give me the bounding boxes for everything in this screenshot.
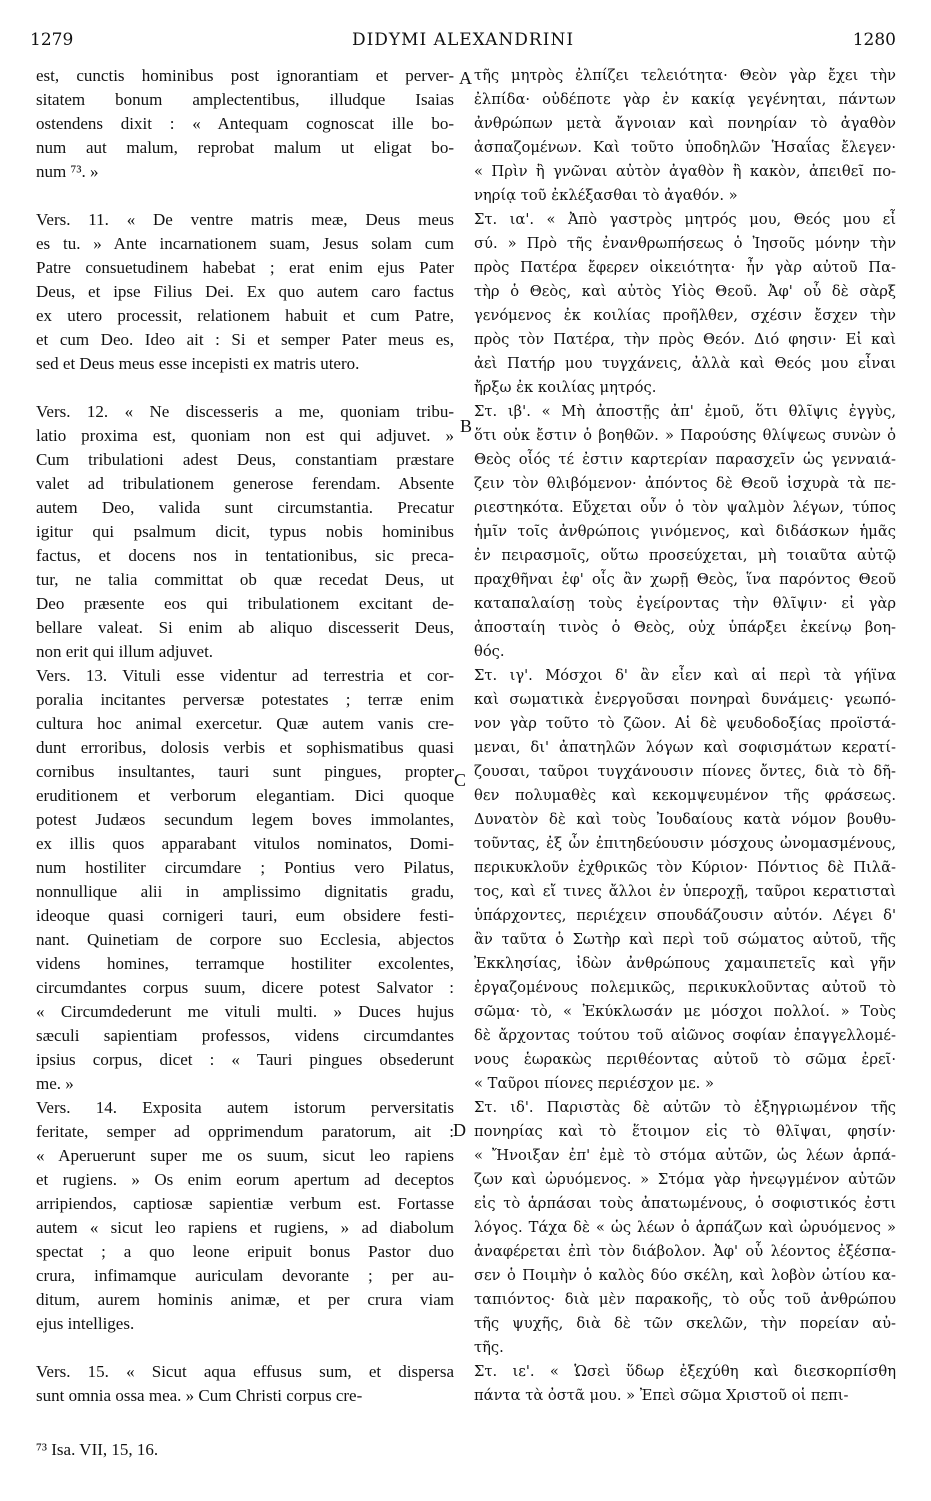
text-line: ἂν ταῦτα ὁ Σωτὴρ καὶ περὶ τοῦ σώματος αὐτοῦ, τῆς bbox=[474, 931, 896, 948]
text-line: circumdantes corpus suum, dicere potest Salvator : bbox=[36, 978, 454, 997]
text-line: et cum Deo. Ideo ait : Si et semper Pater meus es, bbox=[36, 330, 454, 349]
text-line: Deus, et ipse Filius Dei. Ex quo autem caro factus bbox=[36, 282, 454, 301]
greek-column bbox=[474, 64, 896, 1408]
text-line: ejus intelliges. bbox=[36, 1314, 135, 1333]
text-line: ζων καὶ ὠρυόμενος. » Στόμα γὰρ ἠνεῳγμένον αὐτῶν bbox=[474, 1171, 896, 1188]
text-line: Cum tribulationi adest Deus, constantiam præstare bbox=[36, 450, 454, 469]
text-line: feritate, semper ad opprimendum paratorum, ait : bbox=[36, 1122, 454, 1141]
text-line: « Ταῦροι πίονες περιέσχον με. » bbox=[474, 1075, 714, 1092]
text-line: ἀσπαζομένων. Καὶ τοῦτο ὑποδηλῶν Ἡσαΐας ἔλεγεν· bbox=[474, 139, 896, 156]
text-line: ἐργαζομένους πολεμικῶς, περικυκλοῦντας αὐτοῦ τὸ bbox=[474, 979, 896, 996]
text-line: ostendens dixit : « Antequam cognoscat ille bo- bbox=[36, 114, 454, 133]
latin-column bbox=[36, 64, 454, 1408]
text-line: nant. Quinetiam de corpore suo Ecclesia, abjectos bbox=[36, 930, 454, 949]
text-line: περικυκλοῦν ἐχθρικῶς τὸν Κύριον· Πόντιος δὲ Πιλᾶ- bbox=[474, 859, 896, 876]
margin-marker-b: B bbox=[460, 416, 473, 436]
text-line: arripiendos, captiosæ sapientiæ verbum est. Fortasse bbox=[36, 1194, 454, 1213]
text-line: num aut malum, reprobat malum ut eligat bo- bbox=[36, 138, 454, 157]
text-line: Στ. ιε'. « Ὡσεὶ ὕδωρ ἐξεχύθη καὶ διεσκορπίσθη bbox=[474, 1363, 896, 1380]
text-line: ζουσαι, ταῦροι τυγχάνουσιν πίονες ὄντες, διὰ τὸ δῆ- bbox=[474, 763, 896, 780]
text-line: ex illis quos apparabant vitulos nominatos, Domi- bbox=[36, 834, 454, 853]
text-line: ipsius corpus, dicet : « Tauri pingues obsederunt bbox=[36, 1050, 454, 1069]
text-line: Στ. ιγ'. Μόσχοι δ' ἂν εἶεν καὶ αἱ περὶ τὰ γήϊνα bbox=[474, 667, 896, 684]
running-title: DIDYMI ALEXANDRINI bbox=[351, 30, 575, 50]
text-line: πάντα τὰ ὀστᾶ μου. » Ἐπεὶ σῶμα Χριστοῦ οἱ πεπι- bbox=[474, 1387, 849, 1404]
page-number-right: 1280 bbox=[852, 30, 896, 50]
text-line: ex utero processit, relationem habuit et cum Patre, bbox=[36, 306, 454, 325]
page-number-left: 1279 bbox=[30, 30, 74, 50]
text-line: « Ἤνοιξαν ἐπ' ἐμὲ τὸ στόμα αὐτῶν, ὡς λέων ἁρπά- bbox=[474, 1147, 896, 1164]
text-line: videns homines, terramque hostiliter excolentes, bbox=[36, 954, 454, 973]
text-line: sunt omnia ossa mea. » Cum Christi corpus cre- bbox=[36, 1386, 363, 1405]
text-line: λόγος. Τάχα δὲ « ὡς λέων ὁ ἁρπάζων καὶ ὠρυόμενος » bbox=[474, 1219, 896, 1236]
text-line: τῆς ψυχῆς, διὰ δὲ τῶν σκελῶν, τὴν πορείαν αὐ- bbox=[474, 1315, 896, 1332]
text-line: ἐλπίδα· οὐδέποτε γὰρ ἐν κακίᾳ γεγένηται, πάντων bbox=[474, 91, 896, 108]
text-line: Θεὸς οἷός τέ ἐστιν καρτερίαν παρασχεῖν ὡς γενναιά- bbox=[474, 451, 896, 468]
text-line: μεναι, δι' ἀπατηλῶν λόγων καὶ σοφισμάτων κερατί- bbox=[474, 739, 896, 756]
text-line: num hostiliter circumdare ; Pontius vero Pilatus, bbox=[36, 858, 454, 877]
text-line: igitur qui psalmum dicit, typus nobis hominibus bbox=[36, 522, 454, 541]
text-line: sed et Deus meus esse incepisti ex matris utero. bbox=[36, 354, 360, 373]
text-line: ἀεὶ Πατήρ μου τυγχάνεις, ἀλλὰ καὶ Θεός μου εἶναι bbox=[474, 355, 896, 372]
text-line: et rugiens. » Os enim eorum apertum ad deceptos bbox=[36, 1170, 454, 1189]
text-line: poralia incitantes perversæ potestates ; terræ enim bbox=[36, 690, 454, 709]
text-line: δὲ ἄρχοντας τούτου τοῦ αἰῶνος σοφίαν ἐπαγγελλομέ- bbox=[474, 1027, 896, 1044]
text-line: factus, et docens nos in tentationibus, sic preca- bbox=[36, 546, 454, 565]
text-line: σύ. » Πρὸ τῆς ἐνανθρωπήσεως ὁ Ἰησοῦς μόνην τὴν bbox=[474, 235, 896, 252]
text-line: ὅτι οὐκ ἔστιν ὁ βοηθῶν. » Παρούσης θλίψεως συνὼν ὁ bbox=[474, 427, 896, 444]
text-line: Vers. 14. Exposita autem istorum perversitatis bbox=[36, 1098, 454, 1117]
page-header bbox=[30, 30, 896, 60]
text-line: καὶ σωματικὰ ἐνεργοῦσαι πονηραὶ δυνάμεις· γεωπό- bbox=[474, 691, 896, 708]
text-line: νον γὰρ τοῦτο τὸ ζῶον. Αἱ δὲ ψευδοδοξίας προϊστά- bbox=[474, 715, 896, 732]
text-line: πρὸς τὸν Πατέρα, τὴν πρὸς Θεόν. Διό φησιν· Εἰ καὶ bbox=[474, 331, 896, 348]
text-line: bellare valeat. Si enim ab aliquo discesserit Deus, bbox=[36, 618, 454, 637]
text-line: « Aperuerunt super me os suum, sicut leo rapiens bbox=[36, 1146, 454, 1165]
text-line: ἡμῖν τοῖς ἀνθρώποις γινόμενος, καὶ διδάσκων ἡμᾶς bbox=[474, 523, 896, 540]
footnote: ⁷³ Isa. VII, 15, 16. bbox=[36, 1440, 159, 1459]
text-line: spectat ; a quo leone eripuit bonus Pastor duo bbox=[36, 1242, 454, 1261]
text-line: ἀποσταίη τινὸς ὁ Θεὸς, οὐχ ὑπάρξει ἐκείνῳ βοη- bbox=[474, 619, 896, 636]
text-line: εἰς τὸ ἁρπάσαι τοὺς ἀπατωμένους, ὁ σοφιστικός ἐστι bbox=[474, 1195, 896, 1212]
text-line: num ⁷³. » bbox=[36, 162, 99, 181]
paragraph-gap bbox=[36, 376, 454, 400]
margin-marker-a: A bbox=[459, 68, 472, 88]
text-line: τὴρ ὁ Θεὸς, καὶ αὐτὸς Υἱὸς Θεοῦ. Ἀφ' οὗ δὲ σὰρξ bbox=[474, 283, 896, 300]
text-line: valet ad tribulationem generose ferendam. Absente bbox=[36, 474, 454, 493]
text-line: latio proxima est, quoniam non est qui adjuvet. » bbox=[36, 426, 454, 445]
text-line: πρὸς Πατέρα ἔφερεν οἰκειότητα· ἦν γὰρ αὐτοῦ Πα- bbox=[474, 259, 896, 276]
text-line: Στ. ιβ'. « Μὴ ἀποστῇς ἀπ' ἐμοῦ, ὅτι θλῖψις ἐγγὺς, bbox=[474, 403, 896, 420]
text-line: ideoque quasi cornigeri tauri, eum obsidere festi- bbox=[36, 906, 454, 925]
text-line: Vers. 15. « Sicut aqua effusus sum, et dispersa bbox=[36, 1362, 454, 1381]
text-line: Στ. ιδ'. Παριστὰς δὲ αὐτῶν τὸ ἐξηγριωμένον τῆς bbox=[474, 1099, 896, 1116]
text-line: τῆς μητρὸς ἐλπίζει τελειότητα· Θεὸν γὰρ ἔχει τὴν bbox=[474, 67, 896, 84]
paragraph-gap bbox=[36, 184, 454, 208]
text-line: νηρίᾳ τοῦ ἐκλέξασθαι τὸ ἀγαθόν. » bbox=[474, 187, 738, 204]
text-line: τος, καὶ εἴ τινες ἄλλοι ἐν ὑπεροχῇ, ταῦροι κερατισταὶ bbox=[474, 883, 896, 900]
text-line: θεν πολυμαθὲς καὶ κεκομψευμένον τῆς φράσεως. bbox=[474, 787, 896, 804]
text-line: Δυνατὸν δὲ καὶ τοὺς Ἰουδαίους κατὰ νόμον βουθυ- bbox=[474, 811, 896, 828]
text-line: me. » bbox=[36, 1074, 74, 1093]
text-line: σεν ὁ Ποιμὴν ὁ καλὸς δύο σκέλη, καὶ λοβὸν ὠτίου κα- bbox=[474, 1267, 896, 1284]
text-line: es tu. » Ante incarnationem suam, Jesus solam cum bbox=[36, 234, 454, 253]
text-line: Vers. 11. « De ventre matris meæ, Deus meus bbox=[36, 210, 454, 229]
text-line: σῶμα· τὸ, « Ἐκύκλωσάν με μόσχοι πολλοί. » Τοὺς bbox=[474, 1003, 896, 1020]
text-line: θός. bbox=[474, 643, 505, 660]
text-line: ζειν τὸν θλιβόμενον· ἀπόντος δὲ Θεοῦ ἰσχυρὰ τὰ πε- bbox=[474, 475, 896, 492]
text-line: eruditionem et verborum elegantiam. Dici quoque bbox=[36, 786, 454, 805]
text-line: γενόμενος ἐκ κοιλίας προῆλθεν, σχέσιν ἔσχεν τὴν bbox=[474, 307, 896, 324]
text-line: ditum, aurem hominis animæ, et per crura viam bbox=[36, 1290, 454, 1309]
text-line: Στ. ια'. « Ἀπὸ γαστρὸς μητρός μου, Θεός μου εἶ bbox=[474, 211, 896, 228]
text-line: cornibus insultantes, tauri sunt pingues, propter bbox=[36, 762, 454, 781]
text-line: ἐν πειρασμοῖς, οὕτω προσεύχεται, μὴ τοιαῦτα αὐτῷ bbox=[474, 547, 896, 564]
text-line: potest Judæos secundum legem boves immolantes, bbox=[36, 810, 454, 829]
text-line: τῆς. bbox=[474, 1339, 504, 1356]
text-line: non erit qui illum adjuvet. bbox=[36, 642, 214, 661]
text-line: πραχθῆναι ἐφ' οἷς ἂν χωρῇ Θεὸς, ἵνα παρόντος Θεοῦ bbox=[474, 571, 896, 588]
text-line: ἀνθρώπων μετὰ ἄγνοιαν καὶ πονηρίαν τὸ ἀγαθὸν bbox=[474, 115, 896, 132]
text-line: crura, infimamque auriculam devorante ; per au- bbox=[36, 1266, 454, 1285]
text-line: est, cunctis hominibus post ignorantiam et perver- bbox=[36, 66, 454, 85]
text-line: cultura hoc animal exercetur. Quæ autem vanis cre- bbox=[36, 714, 454, 733]
text-line: ριεστηκότα. Εὔχεται οὖν ὁ τὸν ψαλμὸν λέγων, τύπος bbox=[474, 499, 896, 516]
text-line: Deo præsente eos qui tribulationem excitant de- bbox=[36, 594, 454, 613]
text-line: καταπαλαίσῃ τοὺς ἐγείροντας τὴν θλῖψιν· εἰ γὰρ bbox=[474, 595, 896, 612]
text-line: nonnullique alii in amplissimo dignitatis gradu, bbox=[36, 882, 454, 901]
text-line: autem « sicut leo rapiens et rugiens, » ad diabolum bbox=[36, 1218, 454, 1237]
text-line: sitatem bonum amplectentibus, illudque Isaias bbox=[36, 90, 454, 109]
text-line: νους ἑωρακὼς περιθέοντας αὐτοῦ τὸ σῶμα ἐρεῖ· bbox=[474, 1051, 896, 1068]
text-line: sæculi sapientiam professos, videns circumdantes bbox=[36, 1026, 454, 1045]
margin-marker-c: C bbox=[454, 770, 467, 790]
text-line: « Circumdederunt me vituli multi. » Duces hujus bbox=[36, 1002, 454, 1021]
text-line: Vers. 13. Vituli esse videntur ad terrestria et cor- bbox=[36, 666, 454, 685]
text-line: ὑπάρχοντες, περιέχειν σπουδάζουσιν αὐτόν. Λέγει δ' bbox=[474, 907, 896, 924]
paragraph-gap bbox=[36, 1336, 454, 1360]
margin-marker-d: D bbox=[453, 1120, 466, 1140]
text-line: ταπιόντος· διὰ μὲν παρακοῆς, τὸ οὖς τοῦ ἀνθρώπου bbox=[474, 1291, 896, 1308]
text-line: Patre consuetudinem habebat ; erat enim ejus Pater bbox=[36, 258, 454, 277]
text-line: Vers. 12. « Ne discesseris a me, quoniam tribu- bbox=[36, 402, 454, 421]
text-line: Ἐκκλησίας, ἰδὼν ἀνθρώπους χαμαιπετεῖς καὶ γῆν bbox=[474, 955, 896, 972]
text-line: autem Deo, valida sunt circumstantia. Precatur bbox=[36, 498, 454, 517]
text-line: ἀναφέρεται ἐπὶ τὸν διάβολον. Ἀφ' οὗ λέοντος ἐξέσπα- bbox=[474, 1243, 896, 1260]
text-line: τοῦντας, ἐξ ὧν ἐπιτηδεύουσιν μόσχους ὠνομασμένους, bbox=[474, 835, 896, 852]
text-line: « Πρὶν ἢ γνῶναι αὐτὸν ἀγαθὸν ἢ κακὸν, ἀπειθεῖ πο- bbox=[474, 163, 896, 180]
text-line: dunt erroribus, dolosis verbis et sophismatibus quasi bbox=[36, 738, 454, 757]
text-line: tur, ne talia committat ob quæ recedat Deus, ut bbox=[36, 570, 454, 589]
text-line: ἤρξω ἐκ κοιλίας μητρός. bbox=[474, 379, 657, 396]
text-line: πονηρίας καὶ τὸ ἕτοιμον εἰς τὸ θλῖψαι, φησίν· bbox=[474, 1123, 896, 1140]
